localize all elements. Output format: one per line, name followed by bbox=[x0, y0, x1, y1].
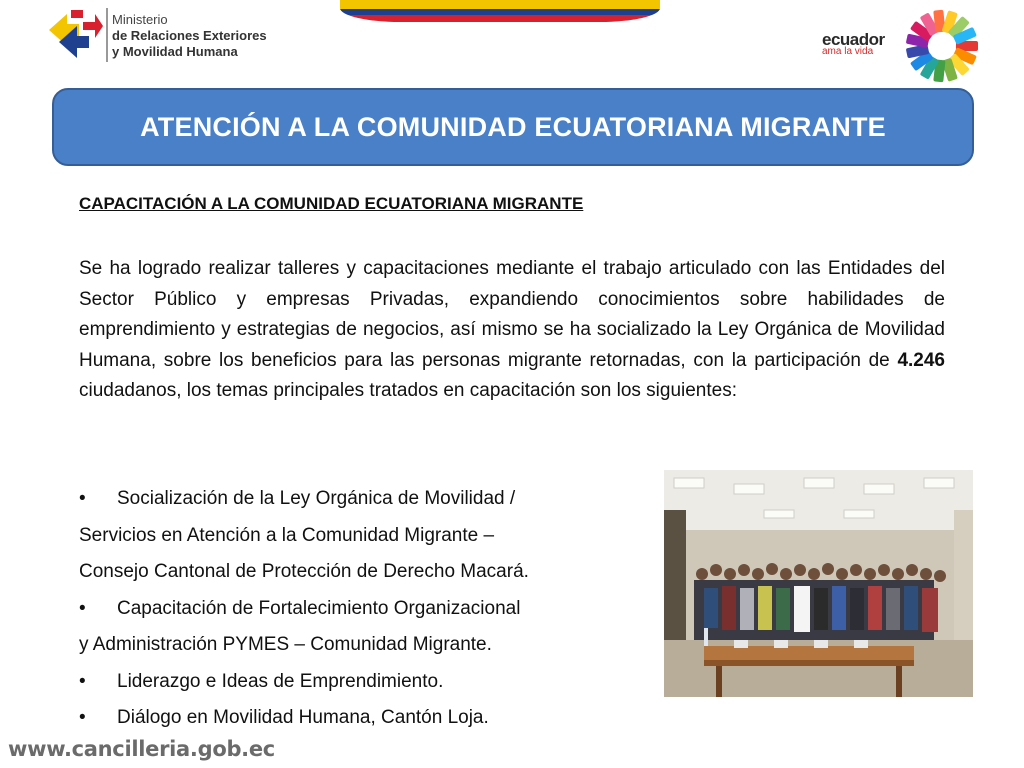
group-photo bbox=[664, 470, 973, 697]
participant-count: 4.246 bbox=[897, 349, 945, 371]
ministry-name bbox=[112, 12, 267, 60]
list-item bbox=[79, 700, 659, 737]
list-item-continuation bbox=[79, 554, 659, 591]
list-item-text: Liderazgo e Ideas de Emprendimiento. bbox=[117, 670, 444, 692]
list-item-text: Diálogo en Movilidad Humana, Cantón Loja. bbox=[117, 707, 489, 728]
ecuador-sun-icon bbox=[904, 8, 980, 84]
ministry-emblem-icon bbox=[45, 6, 105, 64]
list-item-continuation bbox=[79, 627, 659, 664]
list-item-text: Consejo Cantonal de Protección de Derecho Macará. bbox=[79, 561, 529, 582]
paragraph-text-before: Se ha logrado realizar talleres y capacitaciones mediante el trabajo articulado con las Entidades del Sector Público y empresas Privadas, expandiendo conocimientos sobre habilidades de emprendimiento y estrategias de negocios, así mismo se ha socializado la Ley Orgánica de Movilidad Humana, sobre los beneficios para las personas migrante retornadas, con la participación de bbox=[79, 258, 945, 371]
title-banner bbox=[52, 88, 974, 166]
bullet: • bbox=[79, 670, 86, 692]
group-photo-illustration bbox=[664, 470, 973, 697]
list-item-continuation bbox=[79, 518, 659, 555]
logo-divider bbox=[106, 8, 108, 62]
ministry-line-3: y Movilidad Humana bbox=[112, 44, 238, 59]
ministry-line-1: Ministerio bbox=[112, 12, 168, 27]
body-paragraph bbox=[79, 254, 945, 407]
brand-tagline: ama la vida bbox=[822, 46, 874, 57]
list-item-text: Socialización de la Ley Orgánica de Movilidad / bbox=[117, 488, 516, 509]
list-item bbox=[79, 591, 659, 628]
bullet: • bbox=[79, 488, 86, 509]
ministry-line-2: de Relaciones Exteriores bbox=[112, 28, 267, 43]
bullet: • bbox=[79, 707, 86, 728]
list-item bbox=[79, 664, 659, 701]
list-item-text: Servicios en Atención a la Comunidad Migrante – bbox=[79, 524, 495, 546]
paragraph-text-after: ciudadanos, los temas principales tratados en capacitación son los siguientes: bbox=[79, 380, 737, 401]
footer-url: www.cancilleria.gob.ec bbox=[8, 737, 275, 761]
list-item bbox=[79, 481, 659, 518]
list-item-text: Capacitación de Fortalecimiento Organizacional bbox=[117, 597, 521, 619]
page-title: ATENCIÓN A LA COMUNIDAD ECUATORIANA MIGRANTE bbox=[140, 111, 886, 142]
topics-list bbox=[79, 481, 659, 737]
flag-stripe bbox=[340, 0, 660, 22]
list-item-text: y Administración PYMES – Comunidad Migrante. bbox=[79, 634, 492, 655]
ecuador-wordmark bbox=[822, 30, 885, 57]
bullet: • bbox=[79, 597, 86, 619]
section-title: CAPACITACIÓN A LA COMUNIDAD ECUATORIANA MIGRANTE bbox=[79, 194, 584, 213]
brand-word: ecuador bbox=[822, 30, 885, 49]
